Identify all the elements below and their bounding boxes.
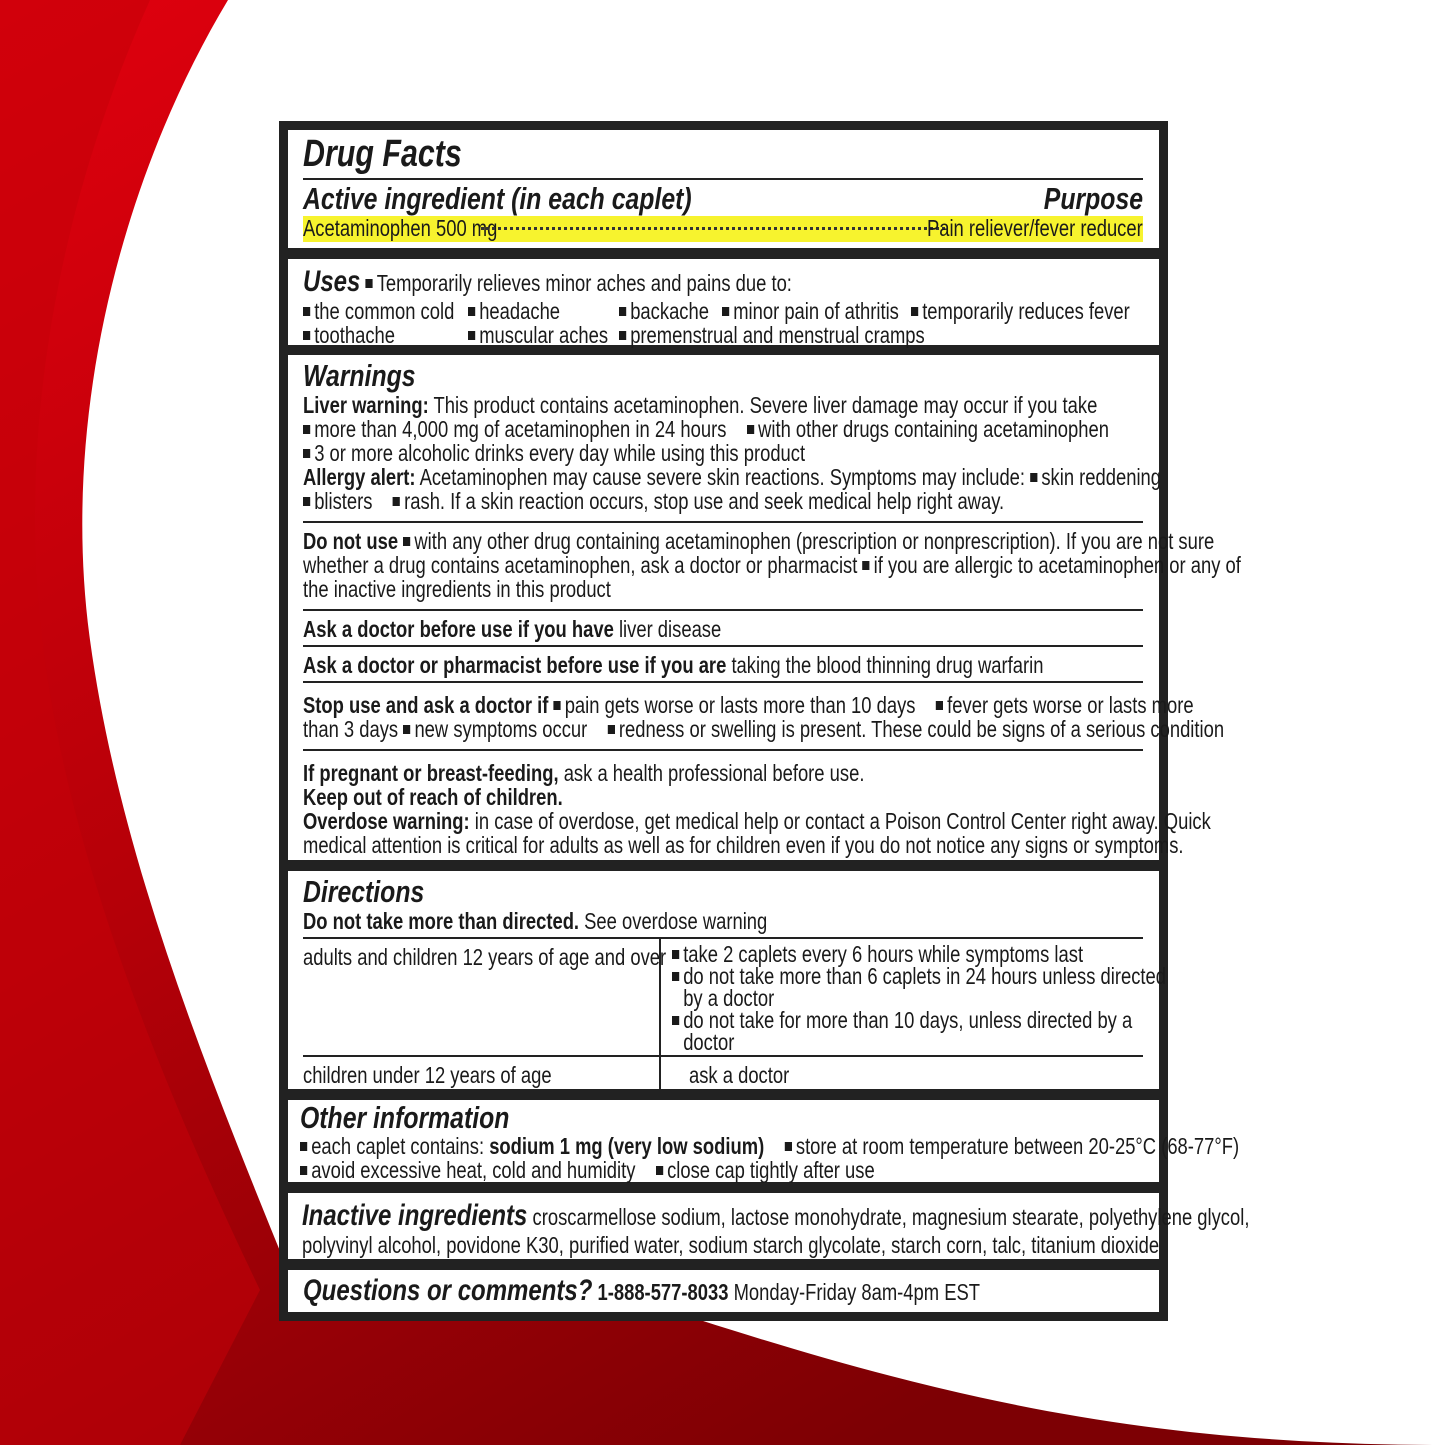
warnings-heading: Warnings [303, 358, 416, 393]
bullet-icon [862, 561, 869, 570]
bullet-icon [303, 449, 310, 458]
phone-number: 1-888-577-8033 [597, 1279, 729, 1305]
bullet-icon [1030, 473, 1037, 482]
other-information-section: Other information each caplet contains: sodium 1 mg (very low sodium) store at room temperature between 20-25°C (68-77°F) avoid excessive heat, cold and humidity close cap tightly after use [288, 1100, 1159, 1182]
use-item: headache [479, 298, 561, 324]
contact-hours: Monday-Friday 8am-4pm EST [733, 1279, 980, 1305]
drug-facts-panel [279, 121, 1250, 1321]
ingredient-purpose: Pain reliever/fever reducer [927, 215, 1143, 241]
bullet-icon [722, 307, 729, 316]
stop-use-block: Stop use and ask a doctor if pain gets worse or lasts more than 10 days fever gets worse or lasts more than 3 days new symptoms occur redness or swelling is present. These could be signs of a serious condition [303, 692, 1225, 742]
allergy-item: blisters [314, 488, 373, 514]
allergy-item: rash. If a skin reaction occurs, stop use and seek medical help right away. [404, 488, 1005, 514]
bullet-icon [672, 950, 679, 959]
ingredient-name: Acetaminophen 500 mg [303, 215, 498, 241]
dosage-group: children under 12 years of age [303, 1062, 552, 1088]
bullet-icon [785, 1142, 792, 1151]
uses-intro: Temporarily relieves minor aches and pains due to: [376, 270, 792, 296]
allergy-alert: Allergy alert: Acetaminophen may cause severe skin reactions. Symptoms may include: skin reddening [303, 464, 1162, 490]
bullet-icon [303, 331, 310, 340]
liver-warning: Liver warning: This product contains acetaminophen. Severe liver damage may occur if you take [303, 392, 1098, 418]
bullet-icon [672, 1016, 679, 1025]
bullet-icon [911, 307, 918, 316]
do-not-use-block: Do not use with any other drug containing acetaminophen (prescription or nonprescription). If you are not sure whether a drug contains acetaminophen, ask a doctor or pharmacist if you are allergic to acetaminophen or any of the inactive ingredients in this product [303, 528, 1241, 602]
use-item: backache [630, 298, 709, 324]
bullet-icon [468, 331, 475, 340]
active-ingredient-highlight [303, 216, 1143, 242]
questions-section [288, 1270, 1159, 1312]
use-item: muscular aches [479, 322, 609, 348]
active-ingredient-section [288, 130, 1159, 248]
uses-section [288, 259, 1159, 348]
bullet-icon [936, 701, 943, 710]
bullet-icon [393, 497, 400, 506]
active-ingredient-heading: Active ingredient (in each caplet) [303, 181, 692, 216]
warnings-section [288, 355, 1241, 860]
bullet-icon [747, 425, 754, 434]
use-item: minor pain of athritis [733, 298, 899, 324]
purpose-heading: Purpose [1043, 181, 1143, 216]
questions-heading: Questions or comments? [303, 1274, 593, 1307]
pregnancy-overdose-block: If pregnant or breast-feeding, ask a health professional before use. Keep out of reach of children. Overdose warning: in case of overdose, get medical help or contact a Poison Control Center right away. Quick medical attention is critical for adults as well as for children even if you do not notice any signs or symptoms. [303, 760, 1211, 858]
bullet-icon [303, 425, 310, 434]
ask-pharmacist-line: Ask a doctor or pharmacist before use if you are taking the blood thinning drug warfarin [303, 652, 1044, 678]
bullet-icon [554, 701, 561, 710]
drug-facts-title: Drug Facts [303, 133, 462, 175]
bullet-icon [365, 279, 372, 288]
bullet-icon [656, 1166, 663, 1175]
liver-item: 3 or more alcoholic drinks every day while using this product [314, 440, 806, 466]
keep-out-of-reach: Keep out of reach of children. [303, 784, 563, 810]
liver-item: with other drugs containing acetaminophen [758, 416, 1109, 442]
uses-heading: Uses [303, 265, 361, 298]
uses-row-2 [303, 323, 1143, 347]
bullet-icon [672, 972, 679, 981]
inactive-ingredients-section: Inactive ingredients croscarmellose sodium, lactose monohydrate, magnesium stearate, polyethylene glycol, polyvinyl alcohol, povidone K30, purified water, sodium starch glycolate, starch corn, talc, titanium dioxide [288, 1193, 1159, 1259]
directions-heading: Directions [303, 874, 425, 909]
bullet-icon [303, 497, 310, 506]
use-item: temporarily reduces fever [922, 298, 1130, 324]
bullet-icon [619, 307, 626, 316]
use-item: the common cold [314, 298, 455, 324]
bullet-icon [303, 307, 310, 316]
dosage-instruction: ask a doctor [689, 1062, 790, 1088]
bullet-icon [608, 725, 615, 734]
uses-intro-line [303, 265, 975, 299]
directions-row: adults and children 12 years of age and over take 2 caplets every 6 hours while symptoms last do not take more than 6 caplets in 24 hours unless directed by a doctor do not take for more than 10 days, unless directed by a doctor [303, 937, 1143, 1055]
dosage-group: adults and children 12 years of age and over [303, 944, 667, 970]
bullet-icon [403, 725, 410, 734]
uses-row-1 [303, 299, 1143, 323]
ask-doctor-line: Ask a doctor before use if you have liver disease [303, 616, 722, 642]
directions-intro: Do not take more than directed. See overdose warning [303, 908, 768, 934]
dot-leader [481, 227, 945, 230]
directions-section [288, 871, 1166, 1089]
liver-item: more than 4,000 mg of acetaminophen in 24 hours [314, 416, 727, 442]
bullet-icon [300, 1166, 307, 1175]
bullet-icon [619, 331, 626, 340]
directions-table [303, 937, 1166, 1091]
inactive-ingredients-heading: Inactive ingredients [302, 1199, 528, 1232]
bullet-icon [468, 307, 475, 316]
bullet-icon [300, 1142, 307, 1151]
bullet-icon [403, 537, 410, 546]
directions-row [303, 1055, 1143, 1091]
use-item: premenstrual and menstrual cramps [630, 322, 925, 348]
use-item: toothache [314, 322, 396, 348]
other-information-heading: Other information [300, 1100, 510, 1135]
